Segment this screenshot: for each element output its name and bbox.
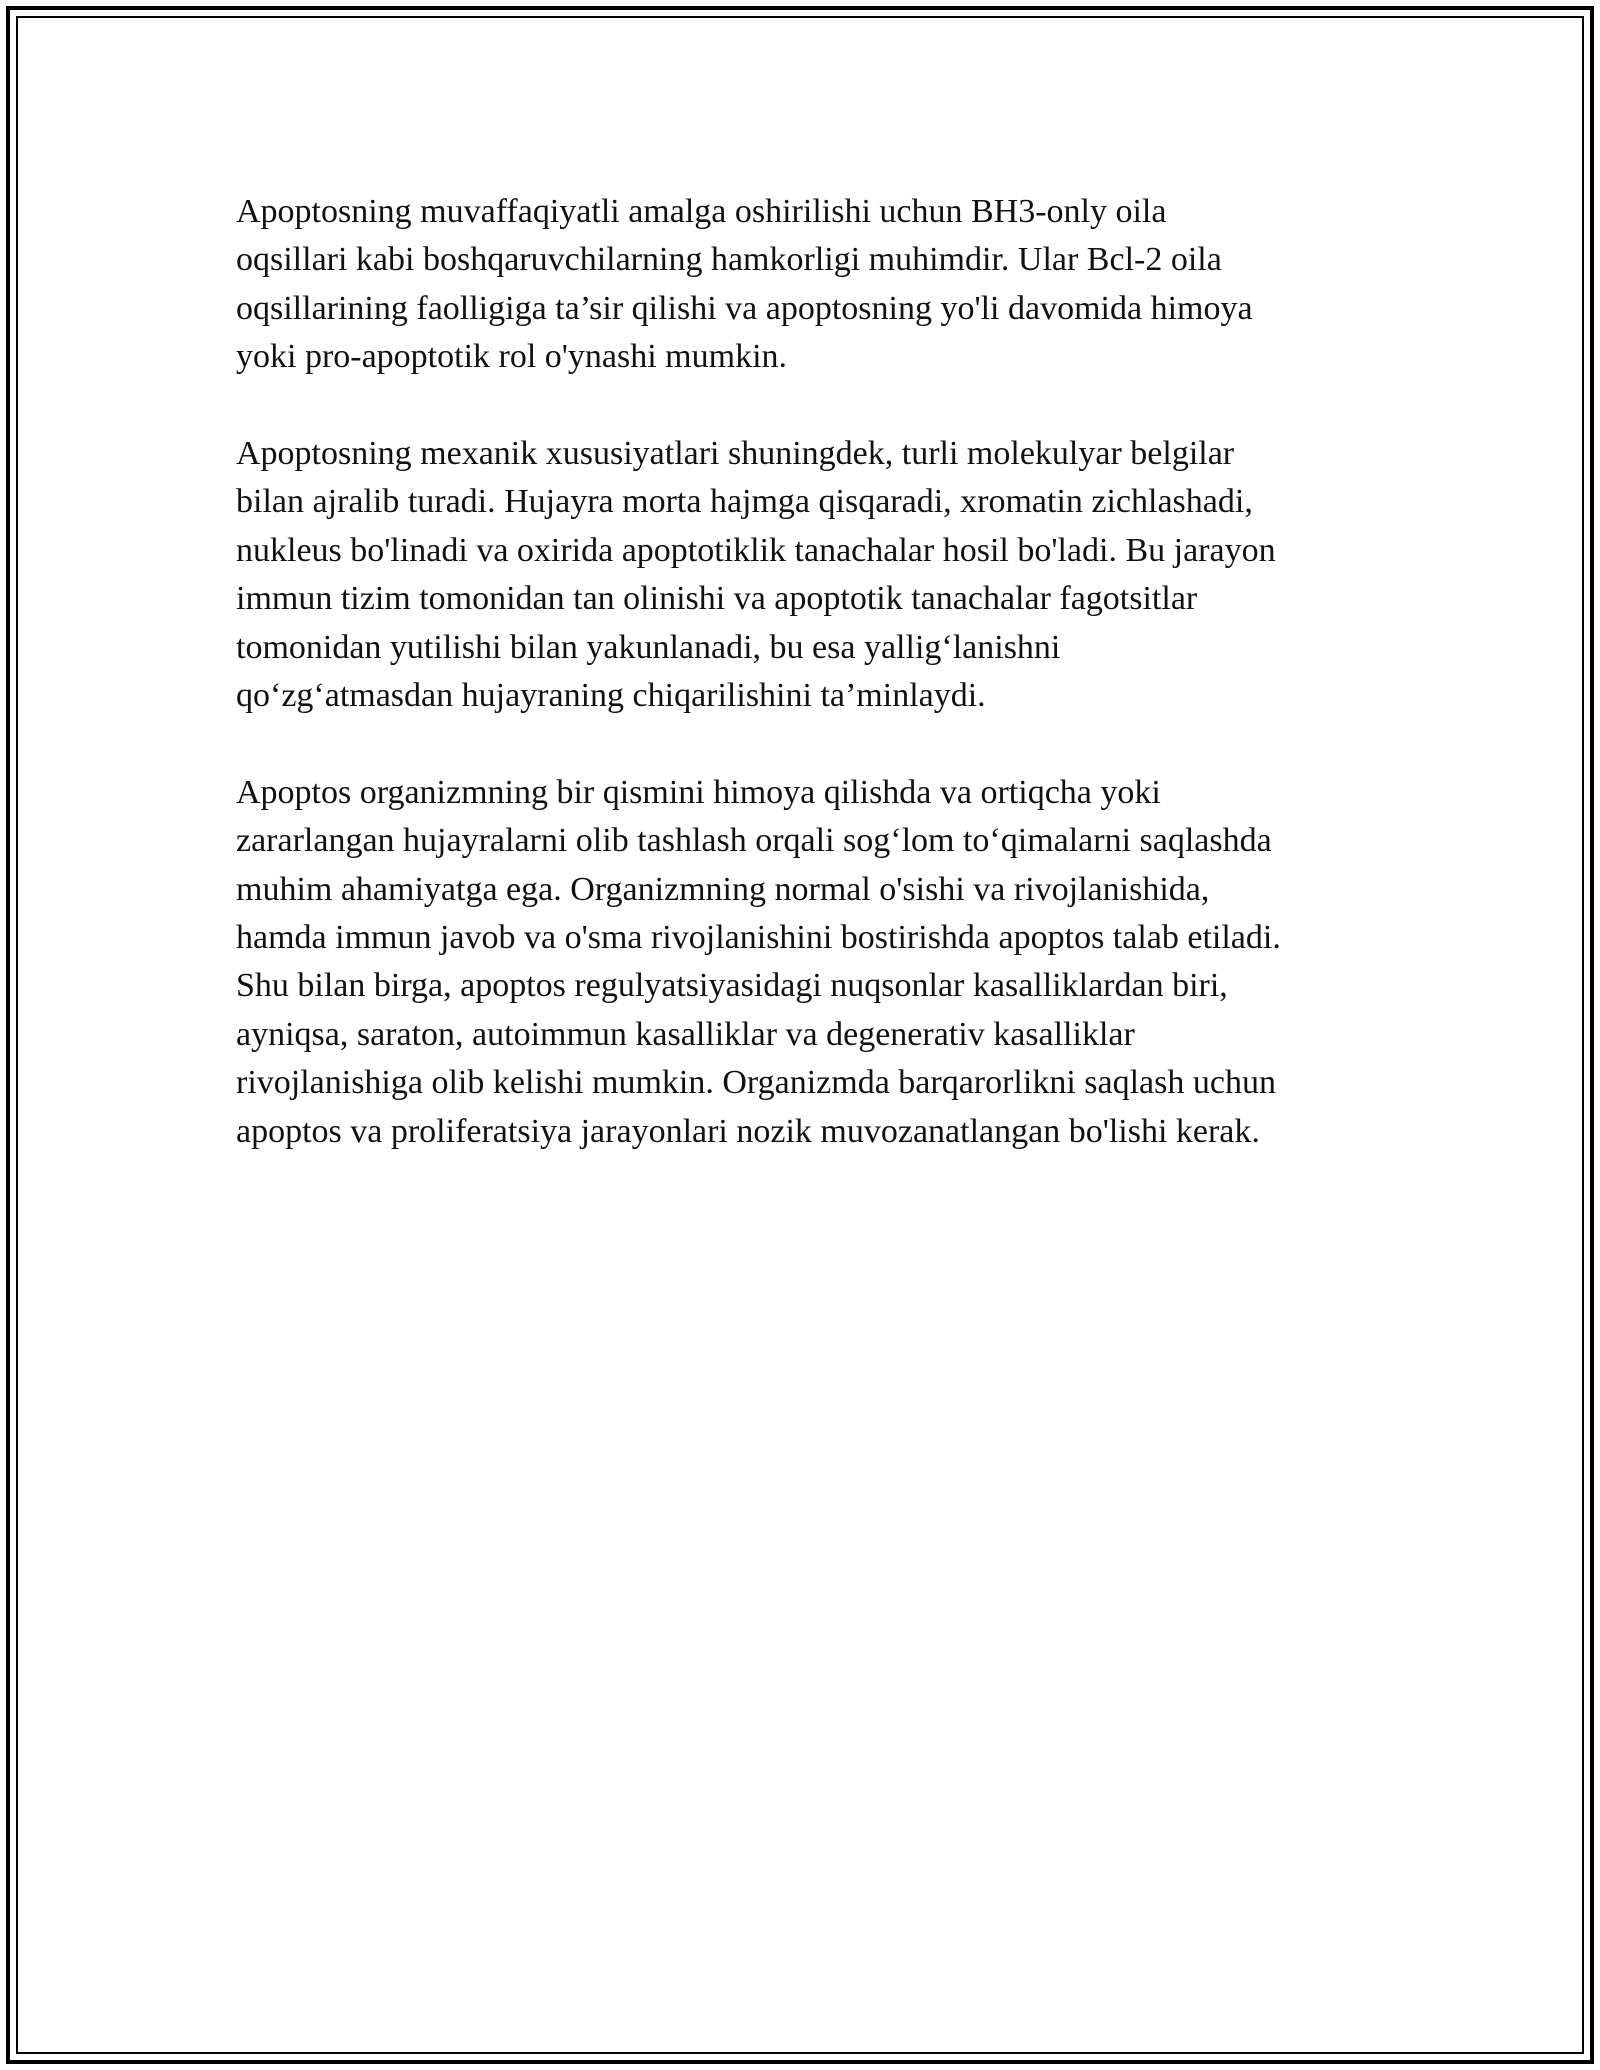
paragraph-3 xyxy=(236,769,1366,1156)
text-line: Shu bilan birga, apoptos regulyatsiyasidagi nuqsonlar kasalliklardan biri, xyxy=(236,967,1228,1005)
text-line: bilan ajralib turadi. Hujayra morta hajmga qisqaradi, xromatin zichlashadi, xyxy=(236,483,1253,521)
text-line: tomonidan yutilishi bilan yakunlanadi, bu esa yallig‘lanishni xyxy=(236,628,1061,666)
text-line: apoptos va proliferatsiya jarayonlari nozik muvozanatlangan bo'lishi kerak. xyxy=(236,1112,1260,1150)
text-line: hamda immun javob va o'sma rivojlanishini bostirishda apoptos talab etiladi. xyxy=(236,919,1281,957)
text-line: zararlangan hujayralarni olib tashlash orqali sog‘lom to‘qimalarni saqlashda xyxy=(236,822,1272,860)
text-line: oqsillarining faolligiga ta’sir qilishi va apoptosning yo'li davomida himoya xyxy=(236,289,1253,327)
text-line: immun tizim tomonidan tan olinishi va apoptotik tanachalar fagotsitlar xyxy=(236,580,1198,618)
text-line: qo‘zg‘atmasdan hujayraning chiqarilishini ta’minlaydi. xyxy=(236,677,986,715)
text-line: oqsillari kabi boshqaruvchilarning hamkorligi muhimdir. Ular Bcl-2 oila xyxy=(236,241,1222,279)
text-line: yoki pro-apoptotik rol o'ynashi mumkin. xyxy=(236,338,788,376)
paragraph-1 xyxy=(236,188,1366,382)
paragraph-2 xyxy=(236,430,1366,720)
text-line: Apoptosning mexanik xususiyatlari shuningdek, turli molekulyar belgilar xyxy=(236,435,1235,473)
text-line: nukleus bo'linadi va oxirida apoptotiklik tanachalar hosil bo'ladi. Bu jarayon xyxy=(236,531,1276,569)
text-line: muhim ahamiyatga ega. Organizmning normal o'sishi va rivojlanishida, xyxy=(236,870,1210,908)
text-line: ayniqsa, saraton, autoimmun kasalliklar va degenerativ kasalliklar xyxy=(236,1015,1135,1053)
text-line: rivojlanishiga olib kelishi mumkin. Organizmda barqarorlikni saqlash uchun xyxy=(236,1064,1276,1102)
document-body xyxy=(236,188,1366,1204)
text-line: Apoptosning muvaffaqiyatli amalga oshirilishi uchun BH3-only oila xyxy=(236,193,1167,230)
text-line: Apoptos organizmning bir qismini himoya qilishda va ortiqcha yoki xyxy=(236,773,1161,811)
